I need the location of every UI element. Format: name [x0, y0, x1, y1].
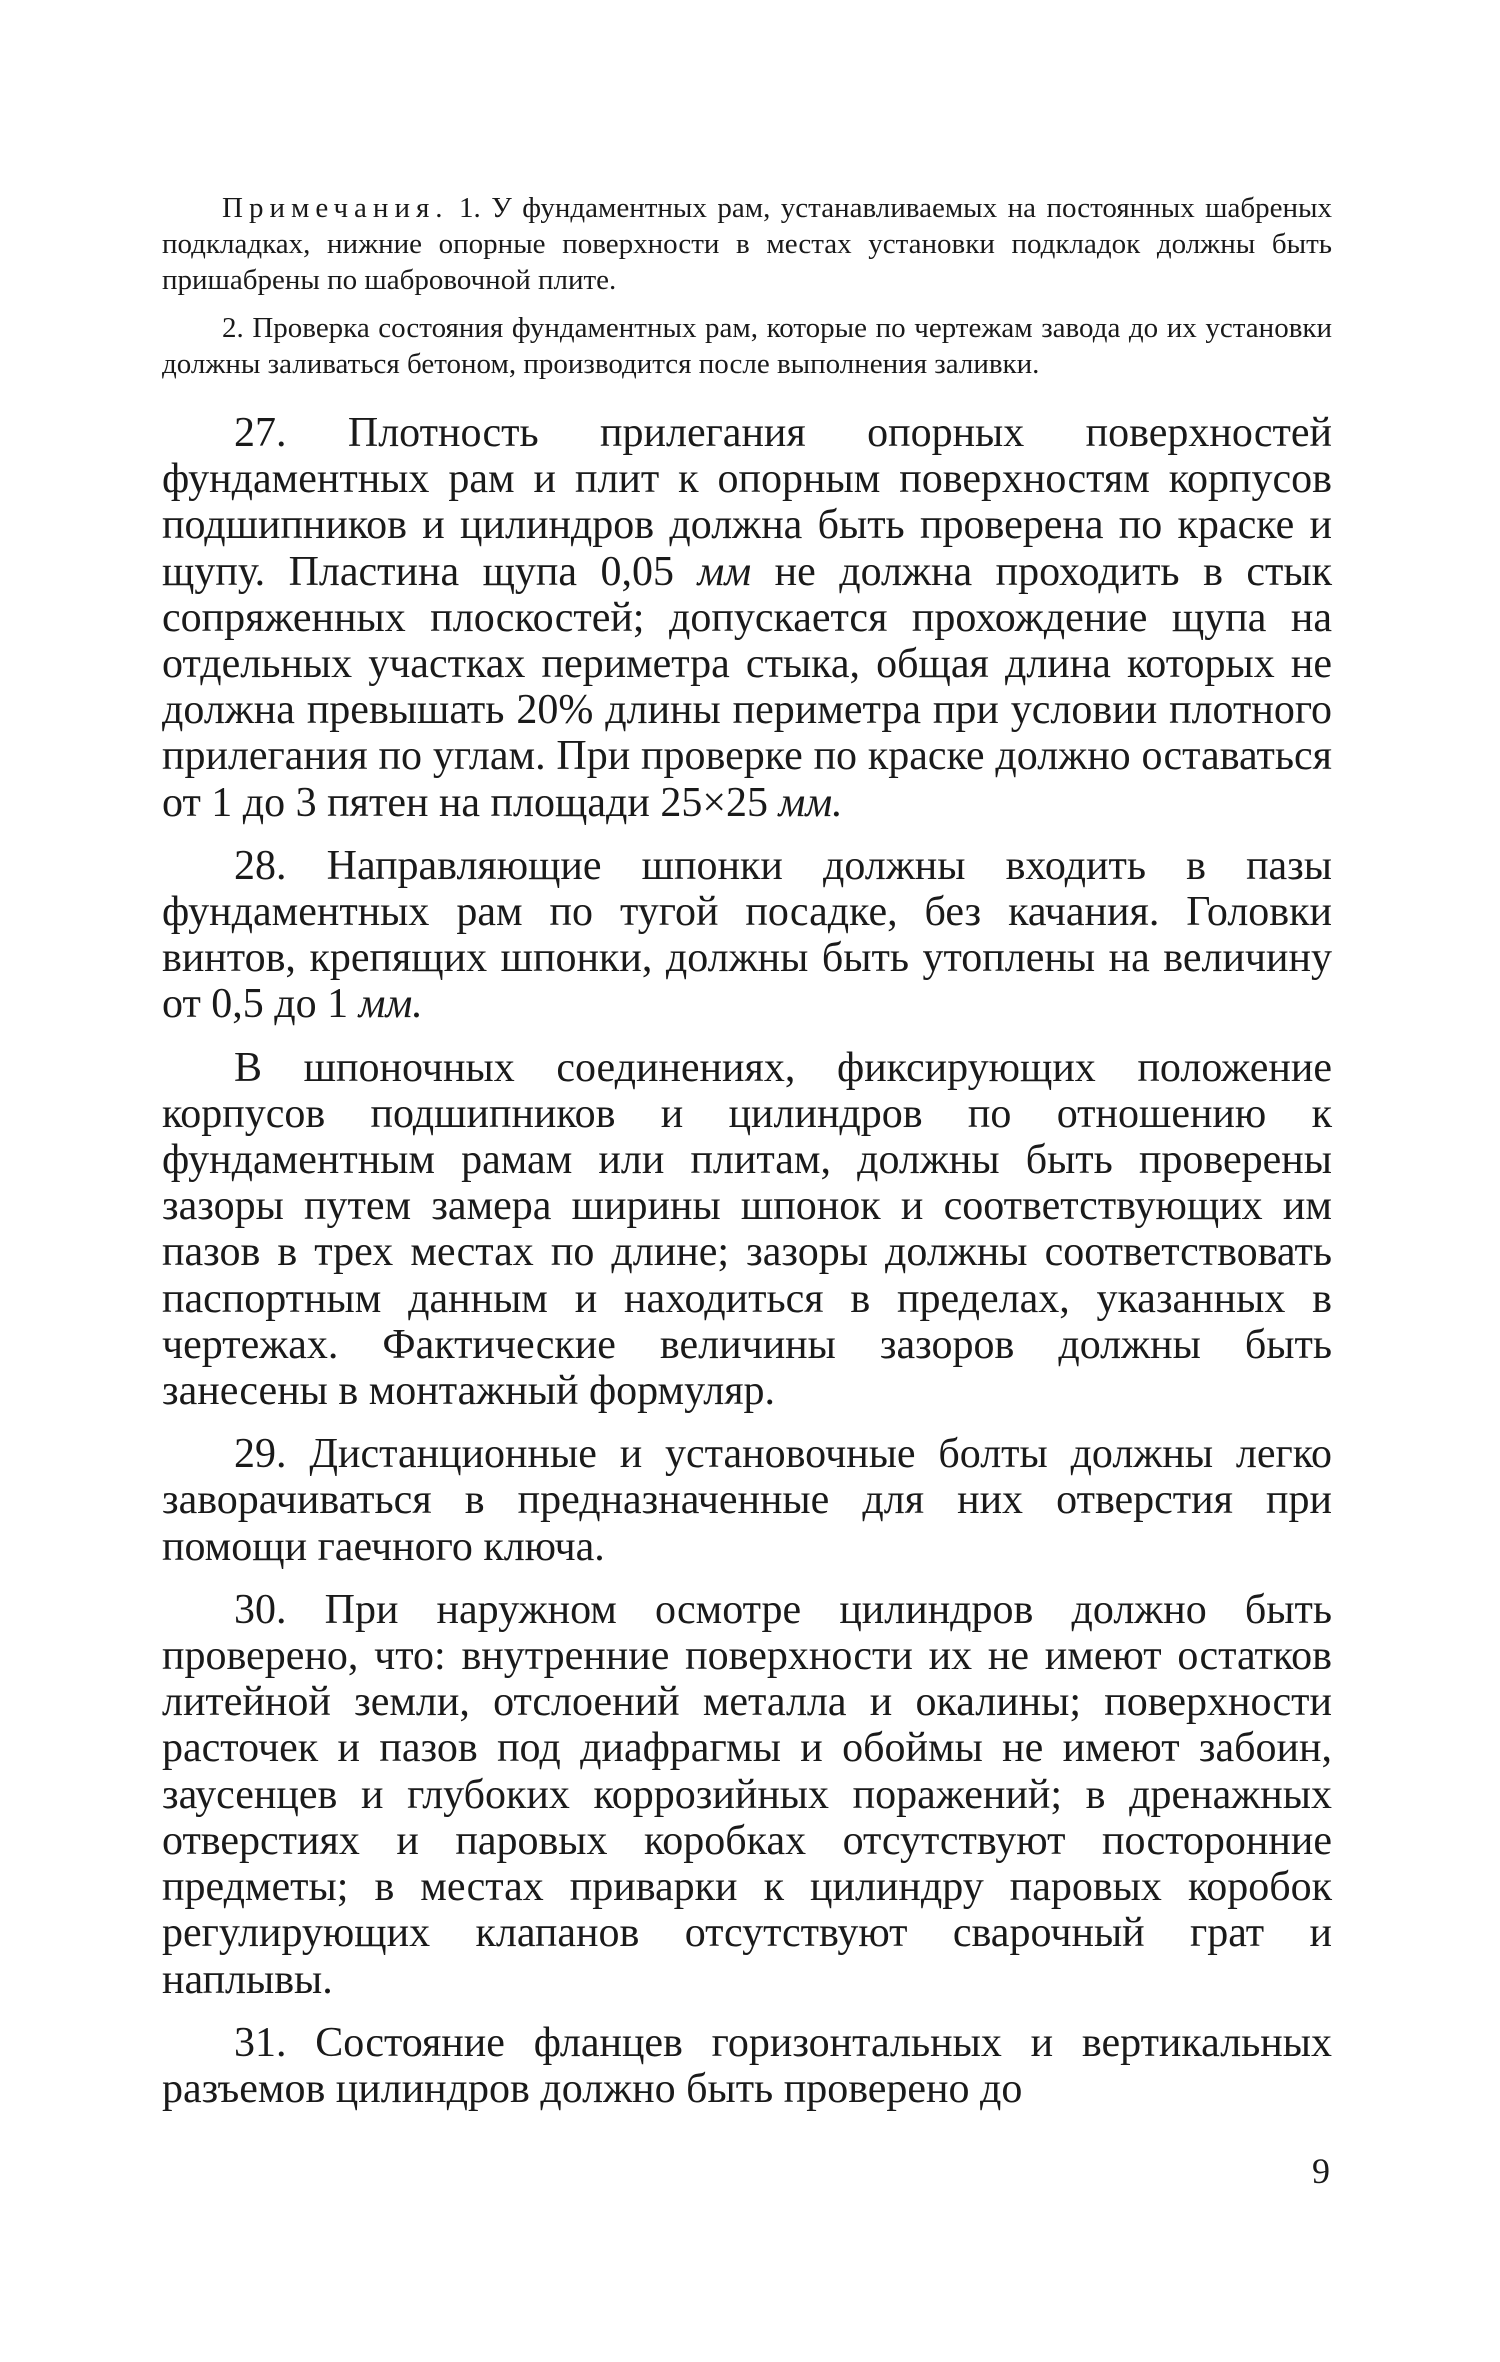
paragraph-29: 29. Дистанционные и установочные болты должны легко заворачиваться в предназначенные для них отверстия при помощи гаечного ключа.	[162, 1431, 1332, 1570]
paragraph-28-continued: В шпоночных соединениях, фиксирующих положение корпусов подшипников и цилиндров по отношению к фундаментным рамам или плитам, должны быть проверены зазоры путем замера ширины шпонок и соответствующих им пазов в трех местах по длине; зазоры должны соответствовать паспортным данным и находиться в пределах, указанных в чертежах. Фактические величины зазоров должны быть занесены в монтажный формуляр.	[162, 1044, 1332, 1415]
note-2: 2. Проверка состояния фундаментных рам, которые по чертежам завода до их установки должны заливаться бетоном, производится после выполнения заливки.	[162, 312, 1332, 380]
main-text	[162, 410, 1332, 2112]
paragraph-27	[162, 410, 1332, 826]
unit-mm-1: мм	[697, 548, 752, 595]
paragraph-31: 31. Состояние фланцев горизонтальных и вертикальных разъемов цилиндров должно быть проверено до	[162, 2019, 1332, 2112]
document-page	[162, 190, 1332, 2129]
unit-mm-2: мм.	[778, 779, 843, 826]
page-number: 9	[1312, 2151, 1330, 2191]
paragraph-27-text-b: не должна проходить в стык сопряженных плоскостей; допускается прохождение щупа на отдельных участках периметра стыка, общая длина которых не должна превышать 20% длины периметра при условии плотного прилегания по углам. При проверке по краске должно оставаться от 1 до 3 пятен на площади 25×25	[162, 548, 1332, 826]
paragraph-28	[162, 843, 1332, 1028]
note-1	[162, 190, 1332, 298]
notes-heading: Примечания.	[222, 192, 449, 224]
paragraph-28-text: 28. Направляющие шпонки должны входить в пазы фундаментных рам по тугой посадке, без качания. Головки винтов, крепящих шпонки, должны быть утоплены на величину от 0,5 до 1	[162, 842, 1332, 1028]
unit-mm-3: мм.	[358, 981, 423, 1028]
note-1-text: 1. У фундаментных рам, устанавливаемых на постоянных шабреных подкладках, нижние опорные поверхности в местах установки подкладок должны быть пришабрены по шабровочной плите.	[162, 192, 1332, 296]
paragraph-30: 30. При наружном осмотре цилиндров должно быть проверено, что: внутренние поверхности их не имеют остатков литейной земли, отслоений металла и окалины; поверхности расточек и пазов под диафрагмы и обоймы не имеют забоин, заусенцев и глубоких коррозийных поражений; в дренажных отверстиях и паровых коробках отсутствуют посторонние предметы; в местах приварки к цилиндру паровых коробок регулирующих клапанов отсутствуют сварочный грат и наплывы.	[162, 1586, 1332, 2003]
notes-block	[162, 190, 1332, 382]
paragraph-27-text-a: 27. Плотность прилегания опорных поверхностей фундаментных рам и плит к опорным поверхностям корпусов подшипников и цилиндров должна быть проверена по краске и щупу. Пластина щупа 0,05	[162, 410, 1332, 595]
